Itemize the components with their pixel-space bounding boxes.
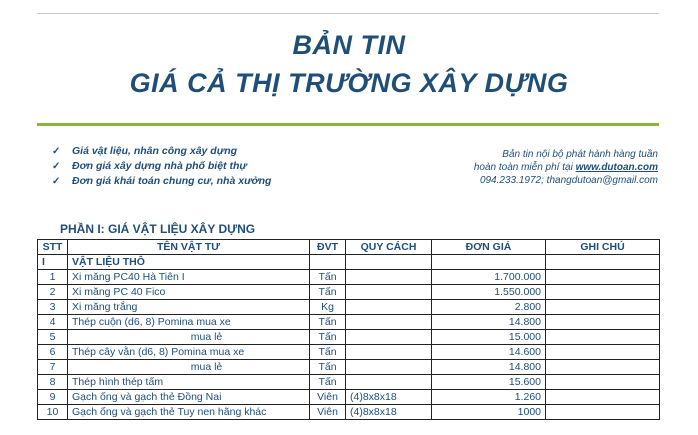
- info-line-2: [474, 161, 658, 174]
- cell-spec: [346, 345, 432, 360]
- table-header-row: [38, 240, 660, 255]
- cell-spec: [346, 270, 432, 285]
- cell-name: Xi măng PC 40 Fico: [68, 285, 310, 300]
- cell-unit: Tấn: [310, 345, 346, 360]
- cell-spec: (4)8x8x18: [346, 405, 432, 420]
- check-icon: ✓: [52, 176, 61, 187]
- check-icon: ✓: [52, 161, 61, 172]
- bullet-item: [52, 159, 271, 174]
- table-row: [38, 405, 660, 420]
- table-row: [38, 360, 660, 375]
- bullet-list: [52, 144, 271, 189]
- table-row: [38, 390, 660, 405]
- cell-spec: [346, 360, 432, 375]
- cell-price: 1000: [432, 405, 546, 420]
- title-line-1: BẢN TIN: [292, 30, 406, 60]
- cell-price: 1.260: [432, 390, 546, 405]
- header-stt: STT: [38, 240, 68, 255]
- cell-stt: 7: [38, 360, 68, 375]
- cell-stt: 2: [38, 285, 68, 300]
- cell-stt: 3: [38, 300, 68, 315]
- cell-name: Thép cuộn (d6, 8) Pomina mua xe: [68, 315, 310, 330]
- cell-unit: Kg: [310, 300, 346, 315]
- cell-price: 15.600: [432, 375, 546, 390]
- cell-name: Xi măng PC40 Hà Tiên I: [68, 270, 310, 285]
- cell-note: [546, 390, 660, 405]
- cell-name: mua lẻ: [68, 360, 310, 375]
- cell-note: [546, 405, 660, 420]
- cell-stt: 4: [38, 315, 68, 330]
- table-row: [38, 300, 660, 315]
- cell-name: Xi măng trắng: [68, 300, 310, 315]
- cell-note: [546, 315, 660, 330]
- bullet-text: Giá vật liệu, nhân công xây dựng: [72, 145, 238, 157]
- cell-unit: Tấn: [310, 360, 346, 375]
- header-note: GHI CHÚ: [546, 240, 660, 255]
- cell-spec: [346, 375, 432, 390]
- group-row: [38, 255, 660, 270]
- cell-note: [546, 360, 660, 375]
- cell-spec: [346, 285, 432, 300]
- cell: [310, 255, 346, 270]
- publisher-info: [474, 148, 658, 187]
- table-row: [38, 270, 660, 285]
- header-unit: ĐVT: [310, 240, 346, 255]
- bullet-text: Đơn giá khái toán chung cư, nhà xưởng: [72, 175, 272, 187]
- header-spec: QUY CÁCH: [346, 240, 432, 255]
- info-line-3: 094.233.1972; thangdutoan@gmail.com: [479, 175, 658, 186]
- cell-price: 14.800: [432, 315, 546, 330]
- cell-unit: Tấn: [310, 285, 346, 300]
- cell-price: 14.600: [432, 345, 546, 360]
- top-divider: [37, 13, 659, 14]
- cell-stt: 9: [38, 390, 68, 405]
- table-row: [38, 345, 660, 360]
- cell-price: 1.550.000: [432, 285, 546, 300]
- cell-unit: Viên: [310, 390, 346, 405]
- cell-stt: 10: [38, 405, 68, 420]
- table-row: [38, 285, 660, 300]
- check-icon: ✓: [52, 146, 61, 157]
- cell-spec: [346, 300, 432, 315]
- bullet-item: [52, 174, 271, 189]
- header-name: TÊN VẬT TƯ: [68, 240, 310, 255]
- group-name: VẬT LIỆU THÔ: [68, 255, 310, 270]
- cell-unit: Tấn: [310, 315, 346, 330]
- cell: [346, 255, 432, 270]
- table-row: [38, 375, 660, 390]
- cell-name: Thép cây vằn (d6, 8) Pomina mua xe: [68, 345, 310, 360]
- info-line-2-prefix: hoàn toàn miễn phí tại: [473, 162, 576, 173]
- cell-note: [546, 345, 660, 360]
- cell-spec: [346, 315, 432, 330]
- cell-note: [546, 375, 660, 390]
- cell-unit: Tấn: [310, 375, 346, 390]
- cell-name: Gạch ống và gạch thẻ Tuy nen hãng khác: [68, 405, 310, 420]
- cell-price: 14.800: [432, 360, 546, 375]
- table-row: [38, 315, 660, 330]
- cell-unit: Tấn: [310, 270, 346, 285]
- cell: [546, 255, 660, 270]
- cell-price: 15.000: [432, 330, 546, 345]
- website-link[interactable]: www.dutoan.com: [575, 162, 658, 173]
- cell-price: 2.800: [432, 300, 546, 315]
- bullet-item: [52, 144, 271, 159]
- bullet-text: Đơn giá xây dựng nhà phố biệt thự: [72, 160, 247, 172]
- cell-name: Thép hình thép tấm: [68, 375, 310, 390]
- cell-note: [546, 285, 660, 300]
- cell-stt: 8: [38, 375, 68, 390]
- cell-note: [546, 330, 660, 345]
- section-title: PHẦN I: GIÁ VẬT LIỆU XÂY DỰNG: [60, 222, 256, 236]
- cell-name: Gạch ống và gạch thẻ Đồng Nai: [68, 390, 310, 405]
- header-price: ĐƠN GIÁ: [432, 240, 546, 255]
- cell-price: 1.700.000: [432, 270, 546, 285]
- cell-spec: [346, 330, 432, 345]
- cell-stt: 1: [38, 270, 68, 285]
- cell-stt: 5: [38, 330, 68, 345]
- green-divider: [37, 123, 659, 126]
- cell-name: mua lẻ: [68, 330, 310, 345]
- cell-stt: 6: [38, 345, 68, 360]
- cell-unit: Tấn: [310, 330, 346, 345]
- cell-spec: (4)8x8x18: [346, 390, 432, 405]
- table-row: [38, 330, 660, 345]
- cell-note: [546, 300, 660, 315]
- title-line-2: GIÁ CẢ THỊ TRƯỜNG XÂY DỰNG: [129, 68, 569, 98]
- cell-note: [546, 270, 660, 285]
- cell-unit: Viên: [310, 405, 346, 420]
- cell: [432, 255, 546, 270]
- group-stt: I: [38, 255, 68, 270]
- info-line-1: Bản tin nội bộ phát hành hàng tuần: [502, 149, 658, 160]
- price-table: [37, 239, 660, 420]
